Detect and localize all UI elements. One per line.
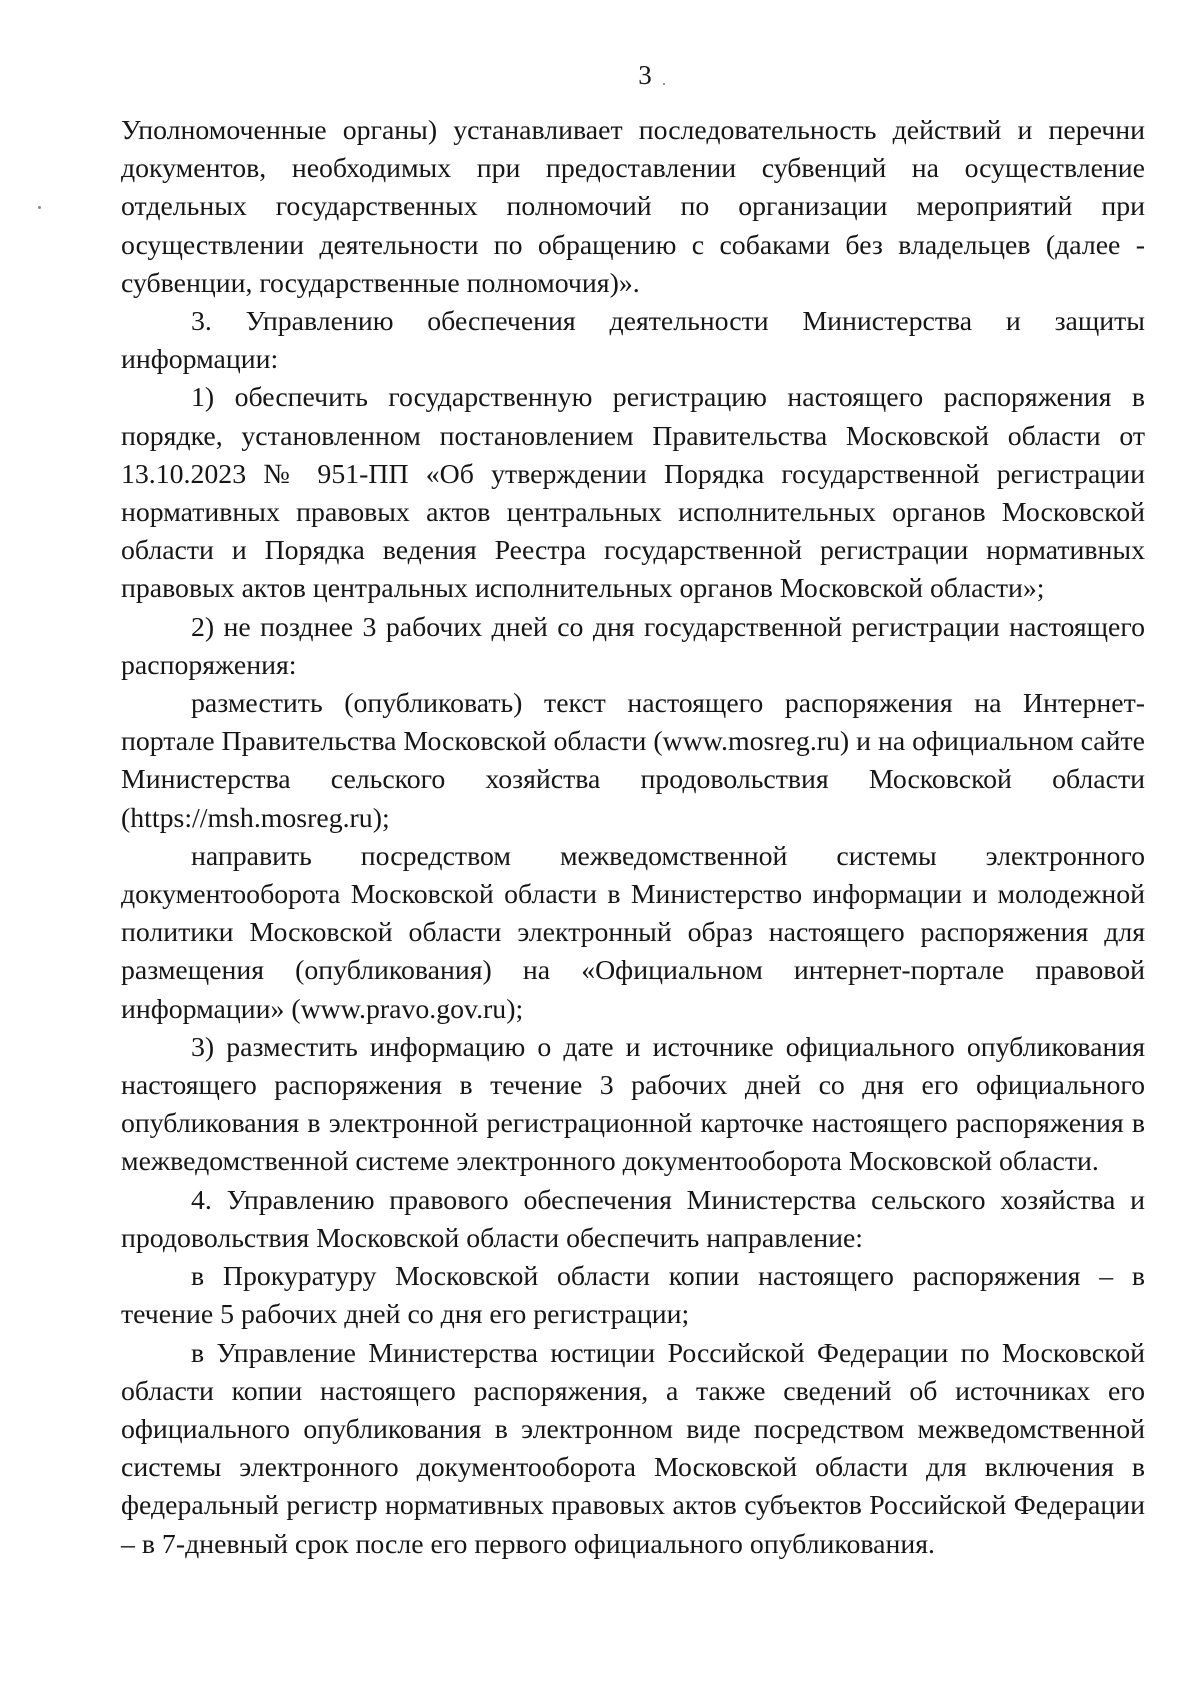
paragraph-continuation: Уполномоченные органы) устанавливает последовательность действий и перечни документов, необходимых при предоставлении субвенций на осуществление отдельных государственных полномочий по организации мероприятий при осуществлении деятельности по обращению с собаками без владельцев (далее - субвенции, государственные полномочия)». <box>121 115 1145 299</box>
paragraph-subitem-2: 2) не позднее 3 рабочих дней со дня государственной регистрации настоящего распоряжения: <box>121 611 1145 681</box>
scan-speck <box>663 83 665 85</box>
paragraph-item-3: 3. Управлению обеспечения деятельности Министерства и защиты информации: <box>121 306 1145 376</box>
paragraph-send-ministry: направить посредством межведомственной системы электронного документооборота Московской области в Министерство информации и молодежной политики Московской области электронный образ настоящего распоряжения для размещения (опубликования) на «Официальном интернет-портале правовой информации» (www.pravo.gov.ru); <box>121 840 1145 1025</box>
paragraph-item-4: 4. Управлению правового обеспечения Министерства сельского хозяйства и продовольствия Московской области обеспечить направление: <box>121 1184 1145 1254</box>
paragraph-publish-portal: разместить (опубликовать) текст настоящего распоряжения на Интернет-портале Правительства Московской области (www.mosreg.ru) и на официальном сайте Министерства сельского хозяйства продовольствия Московской области (https://msh.mosreg.ru); <box>121 688 1145 834</box>
document-body <box>121 112 1145 1564</box>
paragraph-prosecutor: в Прокуратуру Московской области копии настоящего распоряжения – в течение 5 рабочих дней со дня его регистрации; <box>121 1261 1145 1331</box>
scan-speck <box>38 206 41 209</box>
page-number: 3 <box>638 60 652 90</box>
paragraph-subitem-1: 1) обеспечить государственную регистрацию настоящего распоряжения в порядке, установленном постановлением Правительства Московской области от 13.10.2023 № 951-ПП «Об утверждении Порядка государственной регистрации нормативных правовых актов центральных исполнительных органов Московской области и Порядка ведения Реестра государственной регистрации нормативных правовых актов центральных исполнительных органов Московской области»; <box>121 382 1145 605</box>
paragraph-justice-ministry: в Управление Министерства юстиции Российской Федерации по Московской области копии настоящего распоряжения, а также сведений об источниках его официального опубликования в электронном виде посредством межведомственной системы электронного документооборота Московской области для включения в федеральный регистр нормативных правовых актов субъектов Российской Федерации – в 7-дневный срок после его первого официального опубликования. <box>121 1337 1145 1560</box>
paragraph-subitem-3: 3) разместить информацию о дате и источнике официального опубликования настоящего распоряжения в течение 3 рабочих дней со дня его официального опубликования в электронной регистрационной карточке настоящего распоряжения в межведомственной системе электронного документооборота Московской области. <box>121 1031 1145 1178</box>
